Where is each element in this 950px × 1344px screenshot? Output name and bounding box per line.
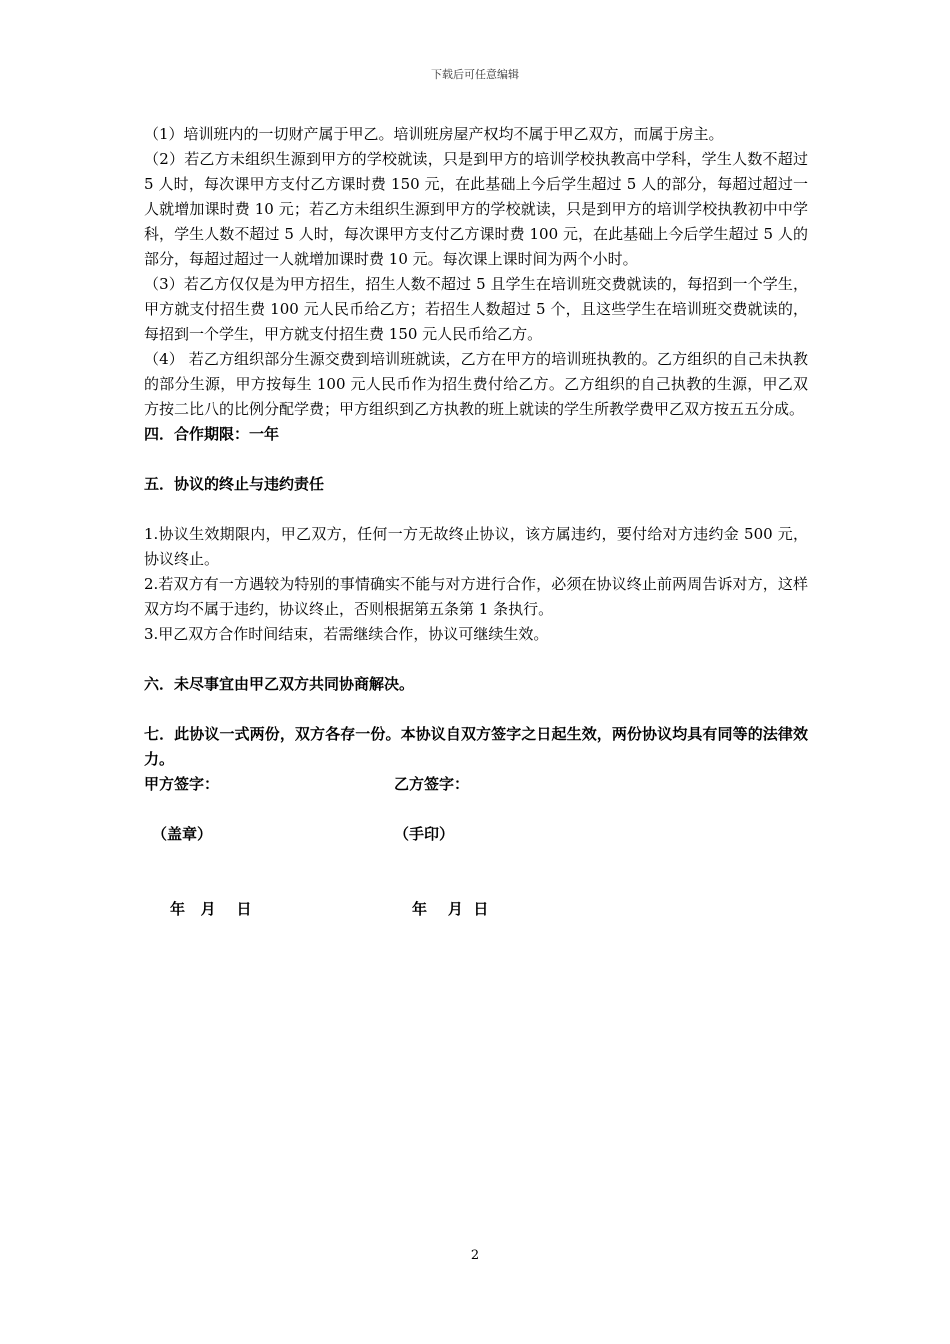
document-body: [144, 122, 808, 922]
seal-label: （盖章）: [152, 825, 213, 843]
party-b-date: 年 月 日: [412, 900, 489, 918]
page-header: 下载后可任意编辑: [431, 68, 519, 81]
section-heading-6: 六．未尽事宜由甲乙双方共同协商解决。: [144, 675, 415, 693]
party-a-signature-label: 甲方签字：: [144, 775, 220, 793]
section-heading-7: 七．此协议一式两份，双方各存一份。本协议自双方签字之日起生效，两份协议均具有同等的法律效力。: [144, 725, 808, 768]
spacer: [144, 847, 808, 872]
page-number: 2: [470, 1248, 480, 1263]
spacer: [144, 697, 808, 722]
paragraph-item-1: （1）培训班内的一切财产属于甲乙。培训班房屋产权均不属于甲乙双方，而属于房主。: [144, 125, 724, 143]
spacer: [144, 497, 808, 522]
party-a-date: 年 月 日: [170, 900, 252, 918]
section-heading-5: 五．协议的终止与违约责任: [144, 475, 325, 493]
spacer: [144, 647, 808, 672]
spacer: [144, 872, 808, 897]
signature-row: [144, 772, 808, 797]
seal-row: [144, 822, 808, 847]
section-heading-4: 四．合作期限：一年: [144, 425, 280, 443]
paragraph-item-3: （3）若乙方仅仅是为甲方招生，招生人数不超过 5 且学生在培训班交费就读的，每招到一个学生，甲方就支付招生费 100 元人民币给乙方；若招生人数超过 5 个，且这些学生在培训班交费就读的，每招到一个学生，甲方就支付招生费 150 元人民币给乙方。: [144, 275, 808, 343]
date-row: [144, 897, 808, 922]
spacer: [144, 447, 808, 472]
party-b-signature-label: 乙方签字：: [394, 775, 470, 793]
clause-3: 3.甲乙双方合作时间结束，若需继续合作，协议可继续生效。: [144, 625, 549, 643]
clause-1: 1.协议生效期限内，甲乙双方，任何一方无故终止协议，该方属违约，要付给对方违约金 500 元，协议终止。: [144, 525, 808, 568]
paragraph-item-2: （2）若乙方未组织生源到甲方的学校就读，只是到甲方的培训学校执教高中学科，学生人数不超过 5 人时，每次课甲方支付乙方课时费 150 元，在此基础上今后学生超过 5 人的部分，每超过超过一人就增加课时费 10 元；若乙方未组织生源到甲方的学校就读，只是到甲方的培训学校执教初中中学科，学生人数不超过 5 人时，每次课甲方支付乙方课时费 100 元，在此基础上今后学生超过 5 人的部分，每超过超过一人就增加课时费 10 元。每次课上课时间为两个小时。: [144, 150, 808, 268]
spacer: [144, 797, 808, 822]
fingerprint-label: （手印）: [394, 825, 455, 843]
clause-2: 2.若双方有一方遇较为特别的事情确实不能与对方进行合作，必须在协议终止前两周告诉对方，这样双方均不属于违约，协议终止，否则根据第五条第 1 条执行。: [144, 575, 808, 618]
paragraph-item-4: （4） 若乙方组织部分生源交费到培训班就读，乙方在甲方的培训班执教的。乙方组织的自己未执教的部分生源，甲方按每生 100 元人民币作为招生费付给乙方。乙方组织的自己执教的生源，甲乙双方按二比八的比例分配学费；甲方组织到乙方执教的班上就读的学生所教学费甲乙双方按五五分成。: [144, 350, 808, 418]
